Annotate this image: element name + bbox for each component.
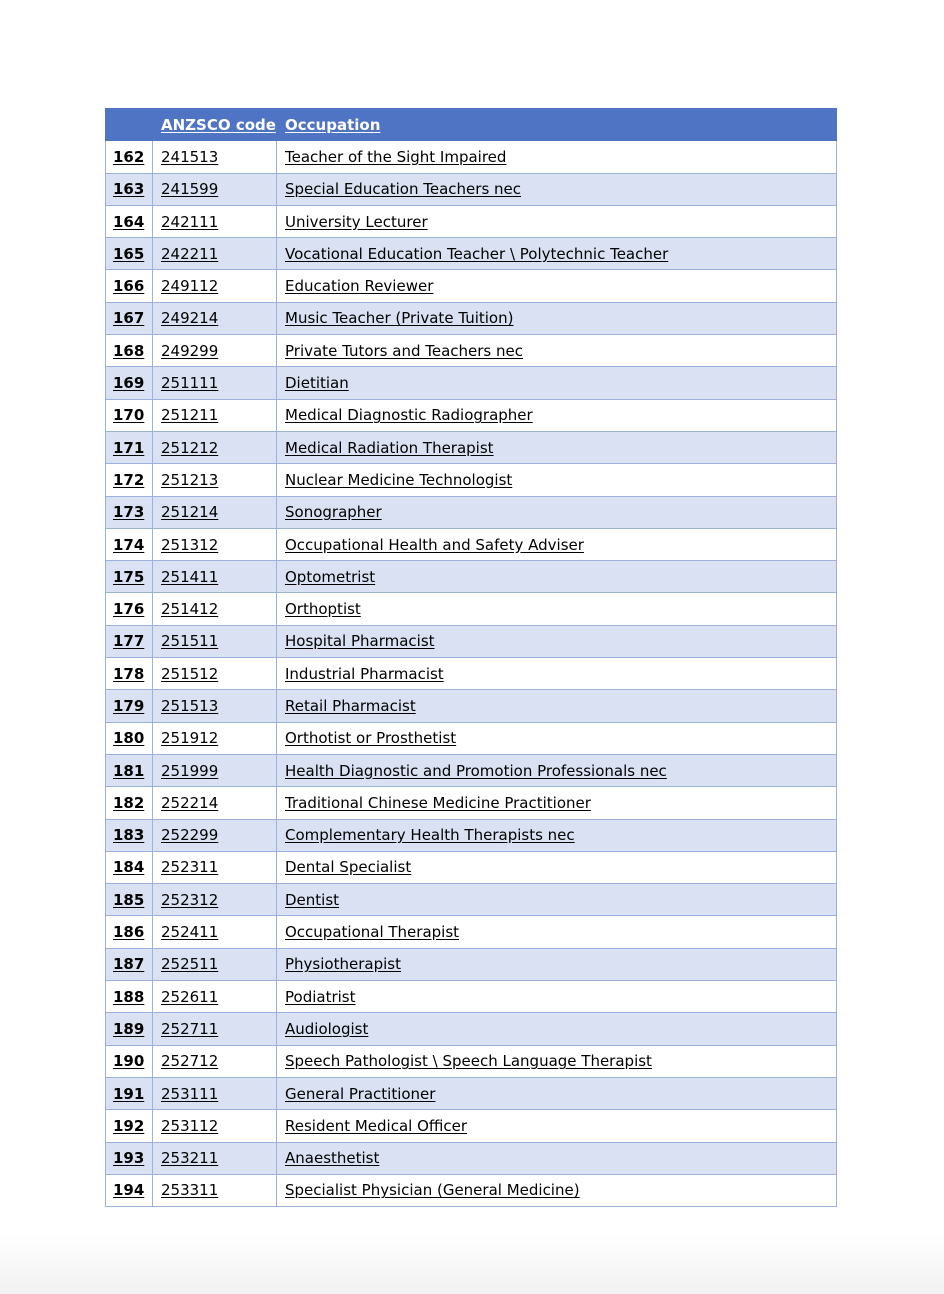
anzsco-code-link[interactable]: 242211: [153, 238, 277, 270]
row-number: 174: [106, 528, 153, 560]
row-number: 171: [106, 431, 153, 463]
anzsco-code-link[interactable]: 249112: [153, 270, 277, 302]
anzsco-code-link[interactable]: 252411: [153, 916, 277, 948]
anzsco-code-link[interactable]: 252214: [153, 787, 277, 819]
row-number: 176: [106, 593, 153, 625]
table-row: [106, 658, 837, 690]
row-number: 172: [106, 464, 153, 496]
row-number: 162: [106, 141, 153, 173]
table-row: [106, 238, 837, 270]
occupation-link[interactable]: Dietitian: [277, 367, 837, 399]
anzsco-code-link[interactable]: 251513: [153, 690, 277, 722]
row-number: 188: [106, 981, 153, 1013]
row-number: 190: [106, 1045, 153, 1077]
anzsco-code-link[interactable]: 251213: [153, 464, 277, 496]
occupation-link[interactable]: Anaesthetist: [277, 1142, 837, 1174]
anzsco-code-link[interactable]: 251214: [153, 496, 277, 528]
row-number: 184: [106, 851, 153, 883]
table-row: [106, 754, 837, 786]
row-number: 187: [106, 948, 153, 980]
row-number: 191: [106, 1077, 153, 1109]
row-number: 175: [106, 561, 153, 593]
occupation-link[interactable]: Traditional Chinese Medicine Practitioner: [277, 787, 837, 819]
header-anzsco-code[interactable]: ANZSCO code: [153, 109, 277, 141]
row-number: 194: [106, 1174, 153, 1206]
table-row: [106, 205, 837, 237]
table-row: [106, 141, 837, 173]
occupation-link[interactable]: Health Diagnostic and Promotion Professionals nec: [277, 754, 837, 786]
table-row: [106, 1045, 837, 1077]
table-row: [106, 787, 837, 819]
occupation-link[interactable]: Dental Specialist: [277, 851, 837, 883]
occupation-link[interactable]: Podiatrist: [277, 981, 837, 1013]
anzsco-code-link[interactable]: 251511: [153, 625, 277, 657]
anzsco-code-link[interactable]: 252299: [153, 819, 277, 851]
table-row: [106, 399, 837, 431]
occupation-link[interactable]: Dentist: [277, 884, 837, 916]
row-number: 193: [106, 1142, 153, 1174]
anzsco-code-link[interactable]: 251212: [153, 431, 277, 463]
table-row: [106, 690, 837, 722]
table-header: [106, 109, 837, 141]
header-occupation[interactable]: Occupation: [277, 109, 837, 141]
row-number: 177: [106, 625, 153, 657]
occupation-link[interactable]: University Lecturer: [277, 205, 837, 237]
table-row: [106, 1077, 837, 1109]
occupation-table: [105, 108, 837, 1207]
table-row: [106, 496, 837, 528]
header-number: [106, 109, 153, 141]
occupation-link[interactable]: Private Tutors and Teachers nec: [277, 335, 837, 367]
occupation-link[interactable]: Vocational Education Teacher \ Polytechnic Teacher: [277, 238, 837, 270]
occupation-link[interactable]: Orthotist or Prosthetist: [277, 722, 837, 754]
anzsco-code-link[interactable]: 251312: [153, 528, 277, 560]
occupation-link[interactable]: Physiotherapist: [277, 948, 837, 980]
table-body: [106, 141, 837, 1207]
row-number: 182: [106, 787, 153, 819]
anzsco-code-link[interactable]: 251412: [153, 593, 277, 625]
table-row: [106, 302, 837, 334]
occupation-link[interactable]: Special Education Teachers nec: [277, 173, 837, 205]
anzsco-code-link[interactable]: 252611: [153, 981, 277, 1013]
occupation-link[interactable]: Medical Diagnostic Radiographer: [277, 399, 837, 431]
row-number: 179: [106, 690, 153, 722]
table-row: [106, 1013, 837, 1045]
header-row: [106, 109, 837, 141]
table-row: [106, 593, 837, 625]
occupation-link[interactable]: Orthoptist: [277, 593, 837, 625]
table-row: [106, 1174, 837, 1206]
row-number: 168: [106, 335, 153, 367]
row-number: 170: [106, 399, 153, 431]
table-row: [106, 851, 837, 883]
row-number: 169: [106, 367, 153, 399]
anzsco-code-link[interactable]: 251999: [153, 754, 277, 786]
anzsco-code-link[interactable]: 253112: [153, 1110, 277, 1142]
anzsco-code-link[interactable]: 252711: [153, 1013, 277, 1045]
row-number: 173: [106, 496, 153, 528]
row-number: 164: [106, 205, 153, 237]
occupation-link[interactable]: Resident Medical Officer: [277, 1110, 837, 1142]
anzsco-code-link[interactable]: 242111: [153, 205, 277, 237]
table-row: [106, 884, 837, 916]
anzsco-code-link[interactable]: 251912: [153, 722, 277, 754]
row-number: 166: [106, 270, 153, 302]
anzsco-code-link[interactable]: 253311: [153, 1174, 277, 1206]
row-number: 189: [106, 1013, 153, 1045]
row-number: 178: [106, 658, 153, 690]
anzsco-code-link[interactable]: 251211: [153, 399, 277, 431]
page-bottom-edge: [0, 1234, 944, 1294]
anzsco-code-link[interactable]: 253211: [153, 1142, 277, 1174]
anzsco-code-link[interactable]: 251111: [153, 367, 277, 399]
row-number: 181: [106, 754, 153, 786]
table-row: [106, 173, 837, 205]
occupation-link[interactable]: Audiologist: [277, 1013, 837, 1045]
anzsco-code-link[interactable]: 241513: [153, 141, 277, 173]
occupation-link[interactable]: Education Reviewer: [277, 270, 837, 302]
row-number: 167: [106, 302, 153, 334]
table-row: [106, 1110, 837, 1142]
table-row: [106, 270, 837, 302]
table-row: [106, 722, 837, 754]
anzsco-code-link[interactable]: 252511: [153, 948, 277, 980]
row-number: 186: [106, 916, 153, 948]
table-row: [106, 819, 837, 851]
row-number: 183: [106, 819, 153, 851]
table-row: [106, 981, 837, 1013]
occupation-link[interactable]: Specialist Physician (General Medicine): [277, 1174, 837, 1206]
row-number: 192: [106, 1110, 153, 1142]
anzsco-code-link[interactable]: 249214: [153, 302, 277, 334]
occupation-link[interactable]: Medical Radiation Therapist: [277, 431, 837, 463]
row-number: 163: [106, 173, 153, 205]
row-number: 185: [106, 884, 153, 916]
table-row: [106, 464, 837, 496]
occupation-link[interactable]: Sonographer: [277, 496, 837, 528]
anzsco-code-link[interactable]: 249299: [153, 335, 277, 367]
anzsco-code-link[interactable]: 252311: [153, 851, 277, 883]
occupation-link[interactable]: Speech Pathologist \ Speech Language Therapist: [277, 1045, 837, 1077]
table-row: [106, 528, 837, 560]
table-row: [106, 1142, 837, 1174]
table-row: [106, 561, 837, 593]
occupation-link[interactable]: Occupational Therapist: [277, 916, 837, 948]
occupation-link[interactable]: Teacher of the Sight Impaired: [277, 141, 837, 173]
occupation-link[interactable]: General Practitioner: [277, 1077, 837, 1109]
anzsco-code-link[interactable]: 252712: [153, 1045, 277, 1077]
table-row: [106, 367, 837, 399]
occupation-link[interactable]: Music Teacher (Private Tuition): [277, 302, 837, 334]
anzsco-code-link[interactable]: 252312: [153, 884, 277, 916]
table-row: [106, 916, 837, 948]
occupation-link[interactable]: Occupational Health and Safety Adviser: [277, 528, 837, 560]
occupation-link[interactable]: Retail Pharmacist: [277, 690, 837, 722]
anzsco-code-link[interactable]: 241599: [153, 173, 277, 205]
occupation-link[interactable]: Nuclear Medicine Technologist: [277, 464, 837, 496]
anzsco-code-link[interactable]: 253111: [153, 1077, 277, 1109]
table-row: [106, 948, 837, 980]
table-row: [106, 431, 837, 463]
row-number: 180: [106, 722, 153, 754]
occupation-link[interactable]: Hospital Pharmacist: [277, 625, 837, 657]
anzsco-code-link[interactable]: 251411: [153, 561, 277, 593]
table-row: [106, 335, 837, 367]
anzsco-code-link[interactable]: 251512: [153, 658, 277, 690]
occupation-link[interactable]: Optometrist: [277, 561, 837, 593]
table-row: [106, 625, 837, 657]
row-number: 165: [106, 238, 153, 270]
occupation-link[interactable]: Complementary Health Therapists nec: [277, 819, 837, 851]
occupation-link[interactable]: Industrial Pharmacist: [277, 658, 837, 690]
